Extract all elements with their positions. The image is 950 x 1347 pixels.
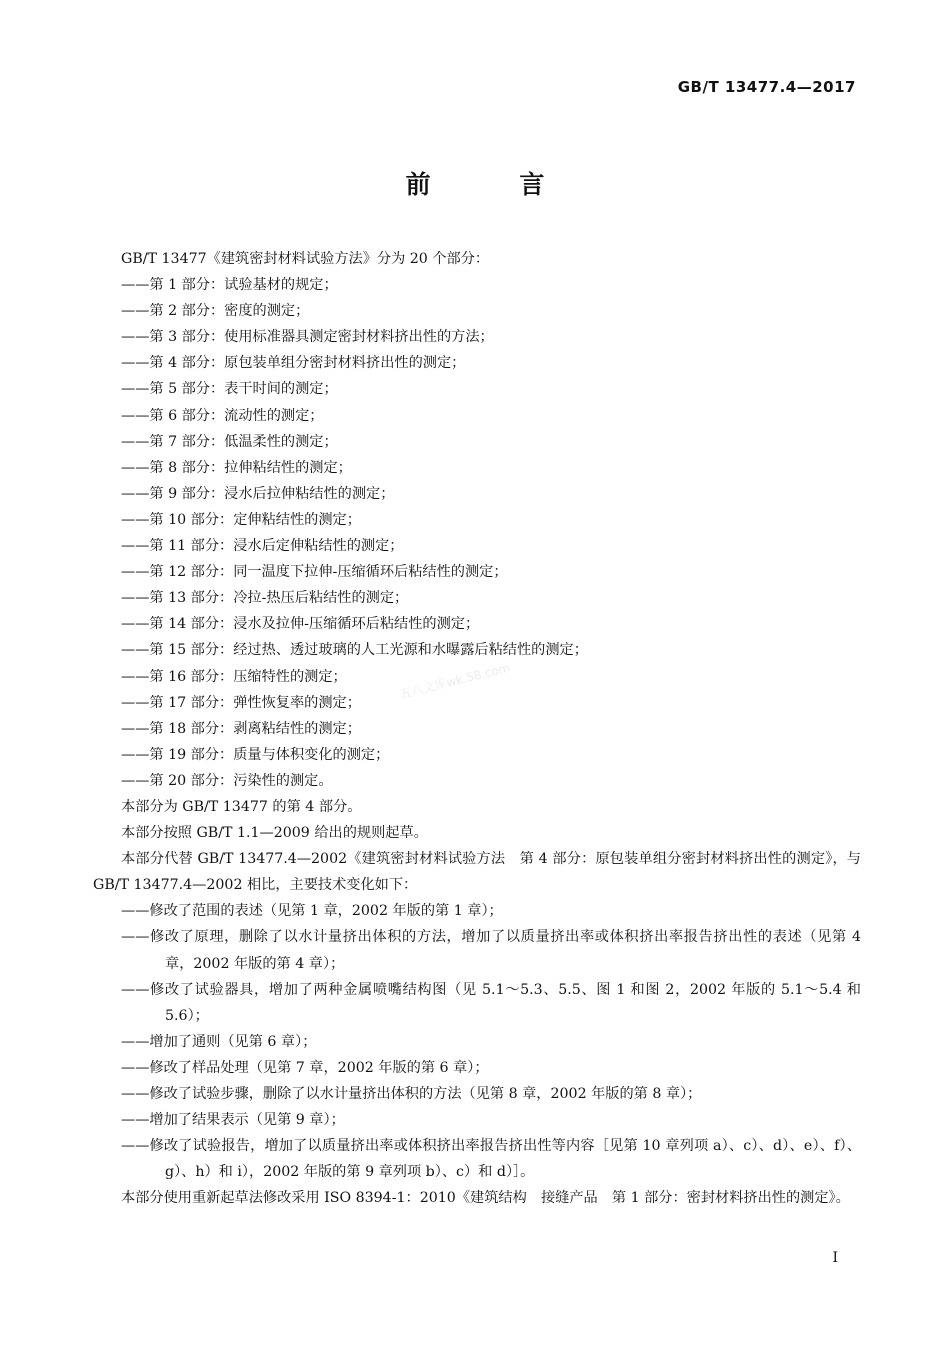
page-title: 前 言 [405,170,585,199]
list-item: ——第 15 部分：经过热、透过玻璃的人工光源和水曝露后粘结性的测定； [121,642,588,659]
list-item: ——第 2 部分：密度的测定； [121,303,310,320]
list-item: ——第 7 部分：低温柔性的测定； [121,433,338,450]
rules-statement: 本部分按照 GB/T 1.1—2009 给出的规则起草。 [121,825,428,842]
standard-code: GB/T 13477.4—2017 [677,78,856,96]
list-item: ——第 16 部分：压缩特性的测定； [121,668,347,685]
list-item: ——第 13 部分：冷拉-热压后粘结性的测定； [121,590,409,607]
watermark: 五八文库wk.58.com [398,660,512,702]
list-item: ——第 1 部分：试验基材的规定； [121,277,338,294]
list-item: ——第 11 部分：浸水后定伸粘结性的测定； [121,538,404,555]
page-number: I [832,1250,838,1266]
list-item: ——修改了样品处理（见第 7 章，2002 年版的第 6 章）； [121,1059,489,1076]
list-item: ——第 14 部分：浸水及拉伸-压缩循环后粘结性的测定； [121,616,480,633]
list-item: ——修改了范围的表述（见第 1 章，2002 年版的第 1 章）； [121,903,503,920]
list-item: ——修改了原理，删除了以水计量挤出体积的方法，增加了以质量挤出率或体积挤出率报告挤出性的表述（见第 4 章，2002 年版的第 4 章）； [121,929,861,972]
list-item: ——第 18 部分：剥离粘结性的测定； [121,720,361,737]
list-item: ——修改了试验器具，增加了两种金属喷嘴结构图（见 5.1～5.3、5.5、图 1 和图 2，2002 年版的 5.1～5.4 和 5.6）； [121,981,861,1024]
list-item: ——第 17 部分：弹性恢复率的测定； [121,694,361,711]
replacement-statement: 本部分代替 GB/T 13477.4—2002《建筑密封材料试验方法 第 4 部分：原包装单组分密封材料挤出性的测定》，与 GB/T 13477.4—2002 相比，主要技术变化如下： [93,851,861,894]
list-item: ——增加了结果表示（见第 9 章）； [121,1112,345,1129]
list-item: ——第 8 部分：拉伸粘结性的测定； [121,459,352,476]
list-item: ——第 12 部分：同一温度下拉伸-压缩循环后粘结性的测定； [121,564,508,581]
list-item: ——修改了试验步骤，删除了以水计量挤出体积的方法（见第 8 章，2002 年版的第 8 章）； [121,1086,702,1102]
list-item: ——第 9 部分：浸水后拉伸粘结性的测定； [121,485,395,502]
intro-paragraph: GB/T 13477《建筑密封材料试验方法》分为 20 个部分： [121,251,490,267]
list-item: ——第 3 部分：使用标准器具测定密封材料挤出性的方法； [121,329,494,346]
list-item: ——第 6 部分：流动性的测定； [121,407,324,424]
changes-list [93,898,861,1185]
list-item: ——第 20 部分：污染性的测定。 [121,772,333,789]
iso-statement: 本部分使用重新起草法修改采用 ISO 8394-1：2010《建筑结构 接缝产品 第 1 部分：密封材料挤出性的测定》。 [121,1190,850,1207]
parts-list [93,272,861,794]
list-item: ——增加了通则（见第 6 章）； [121,1033,317,1050]
list-item: ——第 5 部分：表干时间的测定； [121,381,338,398]
part-statement: 本部分为 GB/T 13477 的第 4 部分。 [121,798,362,815]
list-item: ——第 4 部分：原包装单组分密封材料挤出性的测定； [121,355,466,372]
list-item: ——修改了试验报告，增加了以质量挤出率或体积挤出率报告挤出性等内容［见第 10 章列项 a）、c）、d）、e）、f）、g）、h）和 i），2002 年版的第 9 章列项 b）、c）和 d）］。 [121,1138,861,1181]
list-item: ——第 10 部分：定伸粘结性的测定； [121,511,361,528]
list-item: ——第 19 部分：质量与体积变化的测定； [121,746,390,763]
document-body [93,246,861,1211]
